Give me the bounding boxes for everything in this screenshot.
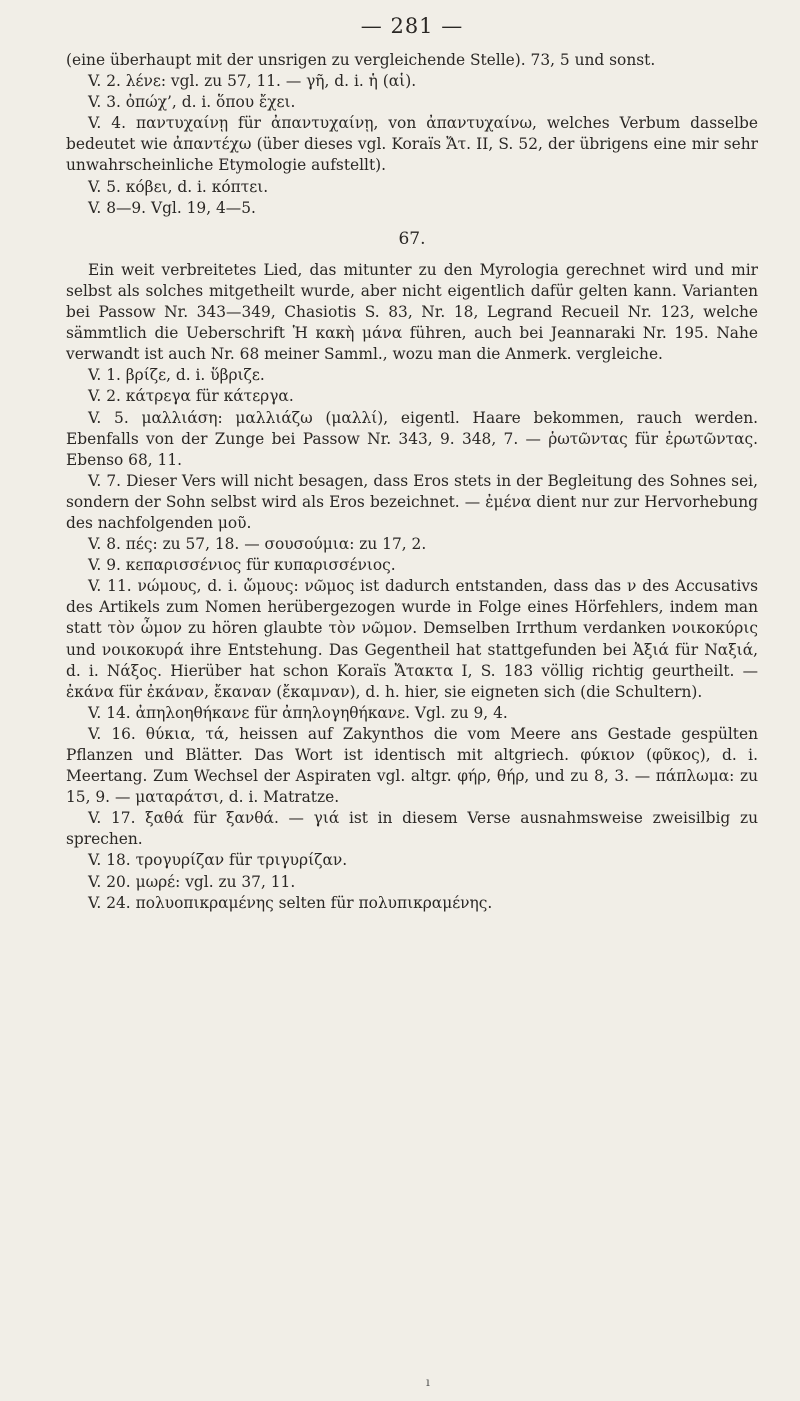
note: V. 2. λένε: vgl. zu 57, 11. — γῆ, d. i. ἡ (αἱ). — [88, 72, 417, 91]
continued-paragraph: (eine überhaupt mit der unsrigen zu vergleichende Stelle). 73, 5 und sonst. — [66, 51, 656, 69]
notes-67 — [66, 365, 758, 913]
note: V. 1. βρίζε, d. i. ὕβριζε. — [88, 366, 265, 385]
note: V. 16. θύκια, τά, heissen auf Zakynthos die vom Meere ans Gestade gespülten Pflanzen und Blätter. Das Wort ist identisch mit altgriech. φύκιον (φῦκος), d. i. Meertang. Zum Wechsel der Aspiraten vgl. altgr. φήρ, θήρ, und zu 8, 3. — πάπλωμα: zu 15, 9. — ματαράτσι, d. i. Matratze. — [66, 724, 758, 807]
note: V. 7. Dieser Vers will nicht besagen, dass Eros stets in der Begleitung des Sohnes sei, sondern der Sohn selbst wird als Eros bezeichnet. — ἐμένα dient nur zur Hervorhebung des nachfolgenden μοῦ. — [66, 471, 758, 532]
page-text — [66, 50, 758, 914]
note: V. 5. μαλλιάση: μαλλιάζω (μαλλί), eigentl. Haare bekommen, rauch werden. Ebenfalls von der Zunge bei Passow Nr. 343, 9. 348, 7. — ῥωτῶντας für ἐρωτῶντας. Ebenso 68, 11. — [66, 408, 758, 469]
notes-66 — [66, 71, 758, 219]
note: V. 8. πές: zu 57, 18. — σουσούμια: zu 17, 2. — [88, 535, 427, 554]
note: V. 11. νώμους, d. i. ὤμους: νῶμος ist dadurch entstanden, dass das ν des Accusativs des Artikels zum Nomen herübergezogen wurde in Folge eines Hörfehlers, indem man statt τὸν ὦμον zu hören glaubte τὸν νῶμον. Demselben Irrthum verdanken νοικοκύρις und νοικοκυρά ihre Entstehung. Das Gegentheil hat stattgefunden bei Ἀξιά für Ναξιά, d. i. Νάξος. Hierüber hat schon Koraïs Ἄτακτα I, S. 183 völlig richtig geurtheilt. — ἐκάνα für ἐκάναν, ἔκαναν (ἔκαμναν), d. h. hier, sie eigneten sich (die Schultern). — [66, 577, 758, 701]
stray-mark: ı — [426, 1375, 430, 1389]
note: V. 3. ὀπώχ’, d. i. ὅπου ἔχει. — [88, 93, 296, 112]
note: V. 24. πολυοπικραμένης selten für πολυπικραμένης. — [88, 893, 493, 912]
note: V. 5. κόβει, d. i. κόπτει. — [88, 177, 269, 196]
note: V. 2. κάτρεγα für κάτεργα. — [88, 387, 294, 406]
note: V. 9. κεπαρισσένιος für κυπαρισσένιος. — [88, 556, 396, 575]
note: V. 17. ξαθά für ξανθά. — γιά ist in diesem Verse ausnahmsweise zweisilbig zu sprechen. — [66, 809, 758, 849]
note: V. 4. παντυχαίνῃ für ἀπαντυχαίνῃ, von ἀπαντυχαίνω, welches Verbum dasselbe bedeutet wie ἀπαντέχω (über dieses vgl. Koraïs Ἄτ. II, S. 52, der übrigens eine mir sehr unwahrscheinliche Etymologie aufstellt). — [66, 114, 758, 175]
note: V. 20. μωρέ: vgl. zu 37, 11. — [88, 872, 296, 891]
note: V. 14. ἀπηλοηθήκανε für ἀπηλογηθήκανε. Vgl. zu 9, 4. — [88, 703, 508, 722]
section-intro-paragraph: Ein weit verbreitetes Lied, das mitunter zu den Myrologia gerechnet wird und mir selbst als solches mitgetheilt wurde, aber nicht eigentlich dafür gelten kann. Varianten bei Passow Nr. 343—349, Chasiotis S. 83, Nr. 18, Legrand Recueil Nr. 123, welche sämmtlich die Ueberschrift Ἡ κακὴ μάνα führen, auch bei Jeannaraki Nr. 195. Nahe verwandt ist auch Nr. 68 meiner Samml., wozu man die Anmerk. vergleiche. — [66, 260, 758, 364]
note: V. 8—9. Vgl. 19, 4—5. — [88, 198, 256, 217]
page-number-header: — 281 — — [360, 14, 464, 38]
note: V. 18. τρογυρίζαν für τριγυρίζαν. — [88, 851, 348, 870]
section-number: 67. — [398, 228, 426, 249]
